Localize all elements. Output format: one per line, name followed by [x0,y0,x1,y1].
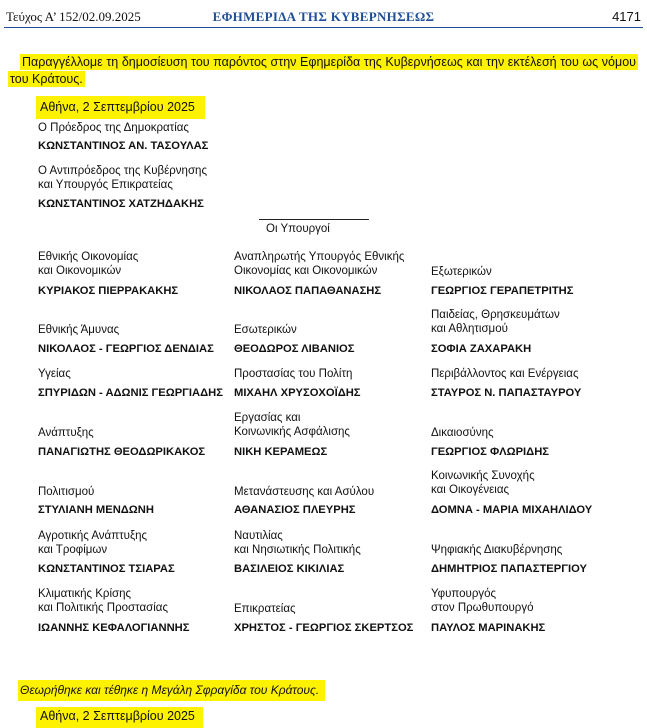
page-header [0,0,647,28]
minister-name: ΠΑΝΑΓΙΩΤΗΣ ΘΕΟΔΩΡΙΚΑΚΟΣ [38,446,206,458]
vice-president-name: ΚΩΝΣΤΑΝΤΙΝΟΣ ΧΑΤΖΗΔΑΚΗΣ [38,198,204,210]
issue-number: Τεύχος Α’ 152/02.09.2025 [6,9,141,24]
minister-title: Ναυτιλίας [234,530,283,542]
minister-title: Εσωτερικών [234,324,297,336]
minister-name: ΑΘΑΝΑΣΙΟΣ ΠΛΕΥΡΗΣ [234,504,356,516]
minister-name: ΚΩΝΣΤΑΝΤΙΝΟΣ ΤΣΙΑΡΑΣ [38,563,175,575]
vice-president-title-2: και Υπουργός Επικρατείας [38,179,173,191]
minister-title: Αναπληρωτής Υπουργός Εθνικής [234,251,405,263]
minister-title: Εργασίας και [234,412,301,424]
header-divider [4,27,643,28]
minister-name: ΣΠΥΡΙΔΩΝ - ΑΔΩΝΙΣ ΓΕΩΡΓΙΑΔΗΣ [38,387,223,399]
minister-title: και Νησιωτικής Πολιτικής [234,544,361,556]
minister-name: ΓΕΩΡΓΙΟΣ ΦΛΩΡΙΔΗΣ [431,446,549,458]
minister-title: Υφυπουργός [431,588,497,600]
minister-title: Μετανάστευσης και Ασύλου [234,486,375,498]
minister-title: Κοινωνικής Ασφάλισης [234,426,350,438]
minister-title: Εθνικής Οικονομίας [38,251,139,263]
minister-title: στον Πρωθυπουργό [431,602,534,614]
minister-title: Παιδείας, Θρησκευμάτων [431,309,560,321]
ministers-divider [259,219,369,220]
minister-name: ΔΗΜΗΤΡΙΟΣ ΠΑΠΑΣΤΕΡΓΙΟΥ [431,563,587,575]
minister-title: Ψηφιακής Διακυβέρνησης [431,544,563,556]
minister-title: Κοινωνικής Συνοχής [431,470,535,482]
minister-name: ΣΤΥΛΙΑΝΗ ΜΕΝΔΩΝΗ [38,504,154,516]
minister-name: ΔΟΜΝΑ - ΜΑΡΙΑ ΜΙΧΑΗΛΙΔΟΥ [431,504,593,516]
minister-name: ΣΟΦΙΑ ΖΑΧΑΡΑΚΗ [431,343,532,355]
president-name: ΚΩΝΣΤΑΝΤΙΝΟΣ ΑΝ. ΤΑΣΟΥΛΑΣ [38,140,209,152]
minister-title: Υγείας [38,368,71,380]
ministers-heading: Οι Υπουργοί [266,223,330,235]
minister-name: ΘΕΟΔΩΡΟΣ ΛΙΒΑΝΙΟΣ [234,343,355,355]
minister-name: ΙΩΑΝΝΗΣ ΚΕΦΑΛΟΓΙΑΝΝΗΣ [38,622,190,634]
minister-name: ΝΙΚΗ ΚΕΡΑΜΕΩΣ [234,446,328,458]
minister-name: ΠΑΥΛΟΣ ΜΑΡΙΝΑΚΗΣ [431,622,546,634]
minister-name: ΝΙΚΟΛΑΟΣ - ΓΕΩΡΓΙΟΣ ΔΕΝΔΙΑΣ [38,343,214,355]
minister-title: και Οικονομικών [38,265,122,277]
place-date: Αθήνα, 2 Σεπτεμβρίου 2025 [36,96,205,119]
minister-title: Εξωτερικών [431,266,492,278]
minister-name: ΜΙΧΑΗΛ ΧΡΥΣΟΧΟΪΔΗΣ [234,387,361,399]
minister-title: Πολιτισμού [38,486,95,498]
place-date-2: Αθήνα, 2 Σεπτεμβρίου 2025 [36,707,203,728]
president-title: Ο Πρόεδρος της Δημοκρατίας [38,122,189,134]
minister-title: Ανάπτυξης [38,427,94,439]
minister-title: Αγροτικής Ανάπτυξης [38,530,148,542]
minister-title: και Πολιτικής Προστασίας [38,602,168,614]
minister-name: ΧΡΗΣΤΟΣ - ΓΕΩΡΓΙΟΣ ΣΚΕΡΤΣΟΣ [234,622,414,634]
minister-title: Προστασίας του Πολίτη [234,368,353,380]
minister-name: ΝΙΚΟΛΑΟΣ ΠΑΠΑΘΑΝΑΣΗΣ [234,285,382,297]
publication-order-text: Παραγγέλλομε τη δημοσίευση του παρόντος στην Εφημερίδα της Κυβερνήσεως και την εκτέλεσή του ως νόμου του Κράτους. [10,55,636,86]
minister-name: ΚΥΡΙΑΚΟΣ ΠΙΕΡΡΑΚΑΚΗΣ [38,285,179,297]
minister-name: ΒΑΣΙΛΕΙΟΣ ΚΙΚΙΛΙΑΣ [234,563,345,575]
minister-title: Περιβάλλοντος και Ενέργειας [431,368,579,380]
gazette-title: ΕΦΗΜΕΡΙΔΑ ΤΗΣ ΚΥΒΕΡΝΗΣΕΩΣ [212,9,435,24]
minister-title: Επικρατείας [234,603,296,615]
minister-title: Δικαιοσύνης [431,427,494,439]
publication-order [8,54,638,88]
seal-note: Θεωρήθηκε και τέθηκε η Μεγάλη Σφραγίδα του Κράτους. [18,680,325,701]
minister-title: Εθνικής Άμυνας [38,324,120,336]
minister-title: και Αθλητισμού [431,323,508,335]
minister-title: Οικονομίας και Οικονομικών [234,265,378,277]
minister-title: και Τροφίμων [38,544,108,556]
minister-name: ΓΕΩΡΓΙΟΣ ΓΕΡΑΠΕΤΡΙΤΗΣ [431,285,574,297]
page-number: 4171 [612,9,641,24]
vice-president-title-1: Ο Αντιπρόεδρος της Κυβέρνησης [38,165,207,177]
minister-title: και Οικογένειας [431,484,510,496]
minister-title: Κλιματικής Κρίσης [38,588,132,600]
minister-name: ΣΤΑΥΡΟΣ Ν. ΠΑΠΑΣΤΑΥΡΟΥ [431,387,582,399]
